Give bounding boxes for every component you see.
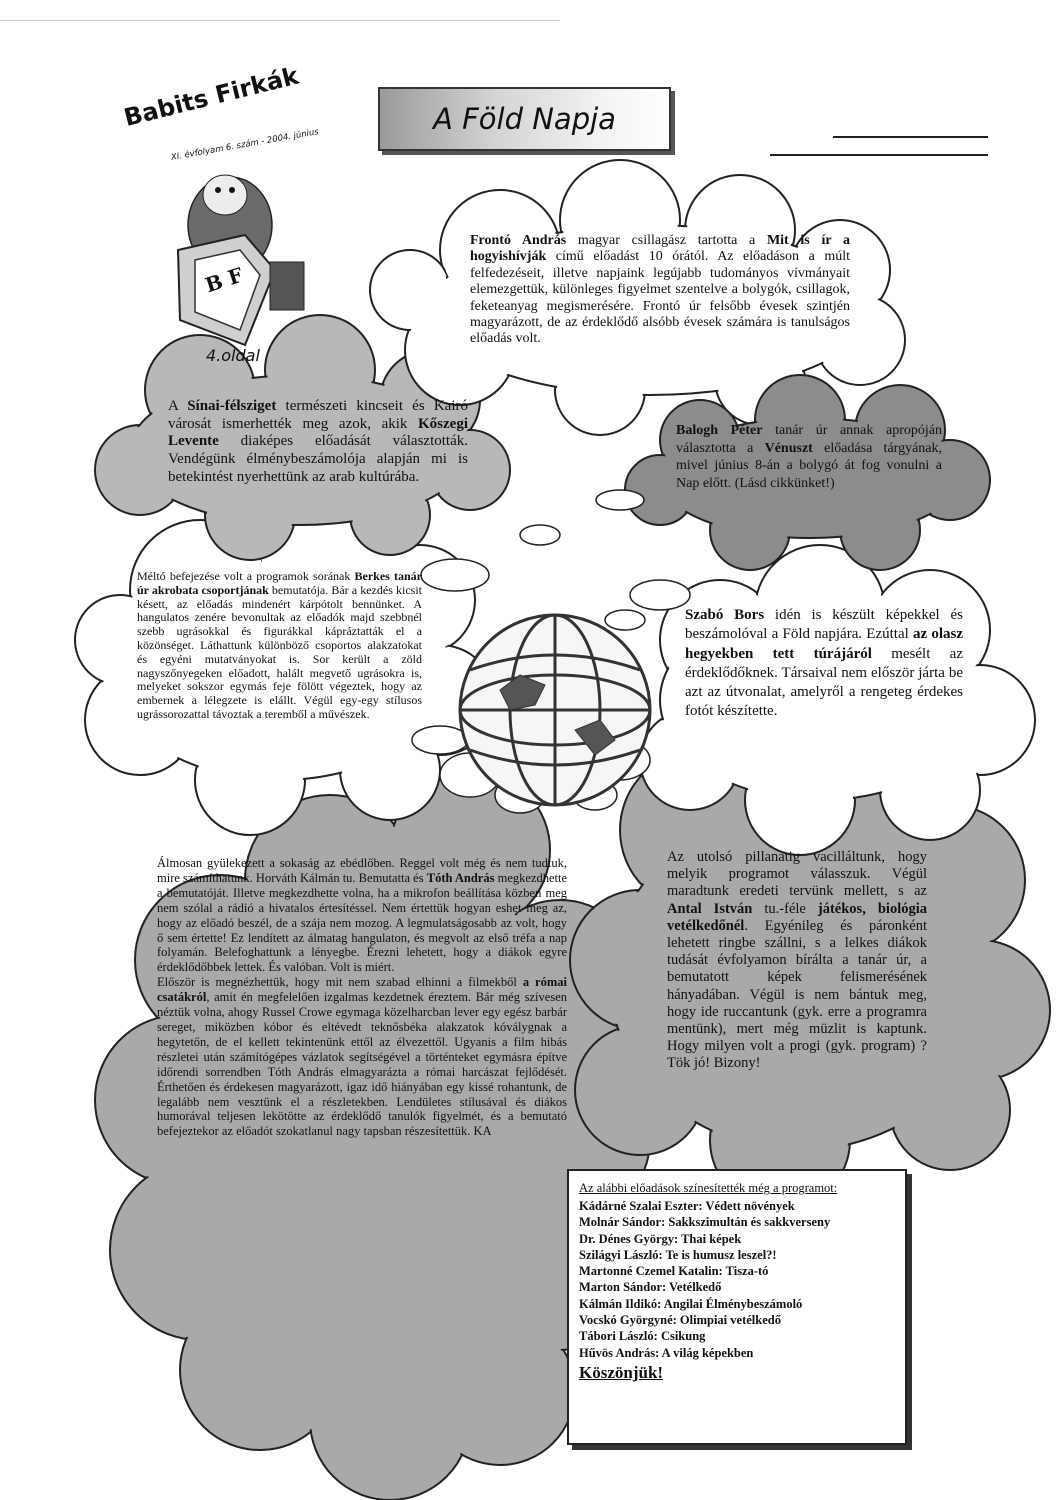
credits-row: Kálmán Ildikó: Angilai Élménybeszámoló bbox=[579, 1296, 803, 1311]
page-title: A Föld Napja bbox=[433, 102, 616, 136]
balogh-text: Balogh Péter tanár úr annak apropóján választotta a Vénuszt előadása tárgyának, mivel június 8-án a bolygó át fog vonulni a Nap előtt. (Lásd cikkünket!) bbox=[676, 423, 943, 491]
title-rule-bottom bbox=[770, 154, 988, 156]
credits-row: Tábori László: Csikung bbox=[579, 1329, 706, 1344]
logo-graphic bbox=[178, 175, 304, 345]
title-rule-top bbox=[833, 136, 988, 138]
credits-row: Kádárné Szalai Eszter: Védett növények bbox=[579, 1199, 795, 1213]
globe-illustration bbox=[460, 615, 650, 805]
credits-heading: Az alábbi előadások színesítették még a programot: bbox=[579, 1181, 838, 1195]
top-divider bbox=[0, 20, 560, 21]
credits-row: Martonné Czemel Katalin: Tisza-tó bbox=[579, 1264, 769, 1279]
logo-issue-line: XI. évfolyam 6. szám - 2004. június bbox=[170, 127, 320, 163]
berkes-text: Méltó befejezése volt a programok sorának Berkes tanár úr akrobata csoportjának bemutatója. Bár a kezdés kicsit késett, az előadás mindenért kárpótolt bennünket. A hangulatos zenére bevonultak az előadók majd szebbnél szebb ugrásokkal és figurákkal kápráztatták el a közönséget. Láthattunk különböző csoportos alakzatokat és egyéni mutatványokat is. Sor került a zöld nagyszőnyegeken előadott, halált megvető ugrásokra is, melyeket sokszor egymás feje fölött végeztek, hogy az embernek a lélegzete is elállt. Végül egy-egy stílusos ugrássorozattal távoztak a teremből a művészek. bbox=[137, 569, 422, 721]
credits-row: Dr. Dénes György: Thai képek bbox=[579, 1231, 742, 1246]
credits-row: Marton Sándor: Vetélkedő bbox=[579, 1280, 722, 1295]
credits-row: Hűvös András: A világ képekben bbox=[579, 1345, 754, 1360]
page-number: 4.oldal bbox=[206, 346, 260, 365]
credits-row: Molnár Sándor: Sakkszimultán és sakkverseny bbox=[579, 1215, 831, 1230]
credits-row: Vocskó Györgyné: Olimpiai vetélkedő bbox=[579, 1313, 781, 1328]
utolso-text: Az utolsó pillanatig vacilláltunk, hogy melyik programot válasszuk. Végül maradtunk eredeti tervünk mellett, s az Antal István tu.-féle játékos, biológia vetélkedőnél. Egyénileg és páronként lehetett ringbe szállni, s a lelkes diákok tudását évfolyamon bírálta a tanár úr, a bemutatott képek felismerésének hányadában. Végül is nem bántuk meg, hogy ide ruccantunk (gyk. erre a programra mentünk), mert még müzlit is kaptunk. Hogy milyen volt a progi (gyk. program) ? Tök jó! Bizony! bbox=[667, 849, 927, 1072]
sinai-text: A Sínai-félsziget természeti kincseit és Kairó városát ismerhették meg azok, akik Kőszegi Levente diaképes előadását választották. Vendégünk élménybeszámolója alapján mi is betekintést nyerhettünk az arab kultúrába. bbox=[168, 398, 468, 485]
credits-thanks: Köszönjük! bbox=[579, 1362, 664, 1382]
almosan-text: Álmosan gyülekezett a sokaság az ebédlőben. Reggel volt még és nem tudtuk, mire számíthatunk. Horváth Kálmán tu. Bemutatta és Tóth András megkezdhette a bemutatóját. Illetve megkezdhette volna, ha a mikrofon beállítása közben meg nem szólal a rádió a hivatalos értesítéssel. Nem értettük hogyan eshet meg az, hogy az előadó beszél, de a szája nem mozog. A legmulatságosabb az volt, hogy ő sem értette! Ez lendített az álmatag hangulaton, és megvolt az első tréfa a nap folyamán. Belefoghattunk a lényegbe. Érezni lehetett, hogy a diákok egyre érdeklődőbbek lettek. És valóban. Volt is miért. Először is megnézhettük, hogy mit nem szabad elhinni a filmekből a római csatákról, amit én megfelelően izgalmas kezdetnek éreztem. Bár még szívesen néztük volna, ahogy Russel Crowe egymaga közelharcban lever egy egész barbár sereget, miközben kóbor és eltévedt teknősbéka alakzatok kóválygnak a hegytetőn, de el kellett tekintenünk ettől az élvezettől. Ugyanis a film hibás részletei után számítógépes vázlatok segítségével a történteket egymásra építve időrendi sorrendben Tóth András elmagyarázta a római harcászat fejlődését. Érthetően és érdekesen magyarázott, igaz idő hiányában egy kissé rohantunk, de legalább nem vesztünk el a részletekben. Lendületes stílusával és diákos humorával teljesen lekötötte az érdeklődő tanulók figyelmét, és a bemutató befejeztekor az előadót szokatlanul nagy tapsban részesítettük. KA bbox=[157, 856, 568, 1139]
page-title-box bbox=[378, 87, 671, 151]
logo-shield-letters: B F bbox=[202, 262, 246, 298]
szabo-text: Szabó Bors idén is készült képekkel és beszámolóval a Föld napjára. Ezúttal az olasz hegyekben tett túrájáról mesélt az érdeklődőknek. Társaival nem először járta be azt az útvonalat, amelyről a rengeteg érdekes fotót készítette. bbox=[685, 607, 963, 720]
credits-box bbox=[567, 1169, 907, 1445]
credits-row: Szilágyi László: Te is humusz leszel?! bbox=[579, 1247, 777, 1262]
logo-title: Babits Firkák bbox=[121, 61, 302, 133]
fronto-text: Frontó András magyar csillagász tartotta a Mit is ír a hogyishívják című előadást 10 órától. Az előadáson a múlt felfedezéseit, illetve napjaink legújabb tudományos vívmányait elemezgettük, különleges figyelmet szentelve a bolygók, csillagok, feketeanyag megismerésére. Frontó úr felsőbb évesek szintjén magyarázott, de az érdeklődő alsóbb évesek számára is tanulságos előadás volt. bbox=[470, 233, 850, 347]
